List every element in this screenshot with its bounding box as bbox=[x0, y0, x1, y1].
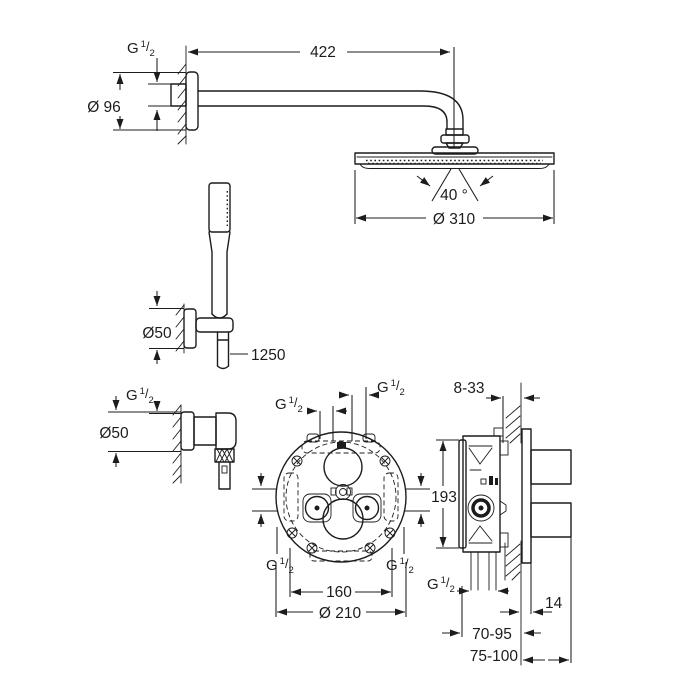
arm-flange-dim bbox=[113, 73, 186, 131]
mixer-top-right-thread-label: G $^1_{/2}$ bbox=[377, 378, 405, 398]
rough-in-diameter-label: Ø 210 bbox=[318, 605, 362, 622]
union-thread-label: G $^1_{/2}$ bbox=[126, 386, 154, 406]
spray-angle-label: 40 ° bbox=[440, 187, 468, 204]
hose-slot bbox=[222, 466, 227, 473]
arm-flange-diameter-label: Ø 96 bbox=[87, 99, 121, 116]
center-hub bbox=[331, 485, 352, 500]
hand-shower-handle bbox=[209, 183, 230, 318]
mixer-side-view bbox=[427, 380, 571, 665]
mixer-front-view bbox=[252, 378, 430, 622]
bottom-bracket-dashed bbox=[310, 551, 372, 561]
rough-in-housing-circle bbox=[276, 432, 406, 562]
wall-union-elbow bbox=[99, 386, 236, 489]
plaster-depth-label: 8-33 bbox=[453, 380, 485, 397]
arm-wall-thread-label: G $^1_{/2}$ bbox=[127, 39, 155, 59]
install-depth-label-1: 70-95 bbox=[472, 626, 512, 643]
side-port-indicators bbox=[252, 473, 430, 527]
arm-wall-flange bbox=[186, 72, 198, 130]
trim-offset-label: 14 bbox=[545, 595, 563, 612]
bottom-pipe bbox=[471, 552, 496, 590]
arm-wall-hatch bbox=[178, 46, 186, 144]
volume-handle bbox=[531, 503, 571, 537]
arm-thread-dim-arrows bbox=[148, 58, 174, 131]
body-height-label: 193 bbox=[431, 489, 457, 506]
head-body bbox=[355, 153, 554, 169]
volume-port-circle bbox=[323, 499, 363, 539]
trim-plate bbox=[522, 429, 531, 563]
hand-shower bbox=[142, 183, 286, 369]
mixer-bottom-left-thread-label: G $^1_{/2}$ bbox=[266, 556, 294, 576]
valve-body bbox=[459, 428, 508, 552]
install-depth-label-2: 75-100 bbox=[469, 648, 518, 665]
hose-length-label: 1250 bbox=[251, 347, 286, 364]
head-diameter-label: Ø 310 bbox=[432, 211, 476, 228]
arm-length-label: 422 bbox=[310, 44, 336, 61]
union-body bbox=[181, 412, 236, 489]
arm-pipe bbox=[198, 91, 463, 129]
mixer-top-left-thread-label: G $^1_{/2}$ bbox=[275, 395, 303, 415]
side-bosses bbox=[303, 494, 381, 522]
mixer-bottom-right-thread-label: G $^1_{/2}$ bbox=[386, 556, 414, 576]
union-diameter-label: Ø50 bbox=[99, 425, 129, 442]
side-bottom-thread-label: G $^1_{/2}$ bbox=[427, 575, 455, 595]
top-port-lines bbox=[309, 387, 377, 441]
thermostat-handle bbox=[531, 450, 571, 484]
shower-arm-assembly bbox=[87, 39, 463, 148]
hose-end bbox=[218, 366, 229, 369]
hand-shower-holder bbox=[176, 304, 233, 369]
side-wall-hatch bbox=[505, 383, 521, 665]
arm-length-dim bbox=[188, 47, 454, 148]
knurl-texture bbox=[216, 449, 233, 462]
head-connector bbox=[432, 129, 478, 154]
thermostat-port-circle bbox=[324, 448, 362, 486]
holder-diameter-label: Ø50 bbox=[142, 325, 172, 342]
union-wall-hatch bbox=[173, 405, 181, 483]
port-spacing-label: 160 bbox=[326, 584, 352, 601]
